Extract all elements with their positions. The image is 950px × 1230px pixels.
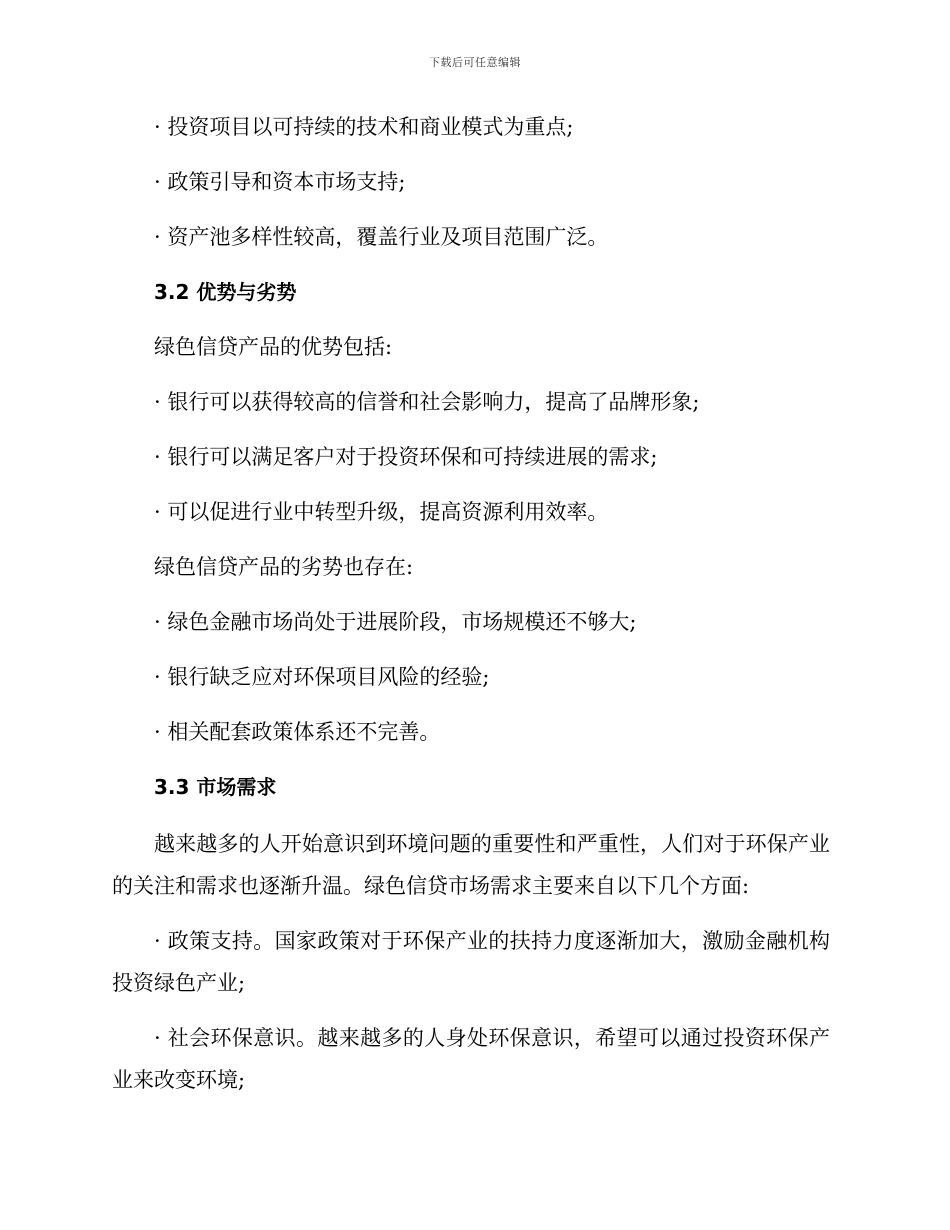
advantages-intro: 绿色信贷产品的优势包括: xyxy=(154,335,393,359)
bullet-item-industry-upgrade: · 可以促进行业中转型升级，提高资源利用效率。 xyxy=(154,500,609,524)
document-body xyxy=(112,108,830,1114)
bullet-item-market-size: · 绿色金融市场尚处于进展阶段，市场规模还不够大; xyxy=(154,610,637,634)
bullet-item-reputation: · 银行可以获得较高的信誉和社会影响力，提高了品牌形象; xyxy=(154,390,700,414)
bullet-item-policy-system: · 相关配套政策体系还不完善。 xyxy=(154,720,441,744)
page-header: 下载后可任意编辑 xyxy=(429,56,521,69)
paragraph-policy-support: · 政策支持。国家政策对于环保产业的扶持力度逐渐加大，激励金融机构投资绿色产业; xyxy=(112,929,830,995)
bullet-item-sustainable-focus: · 投资项目以可持续的技术和商业模式为重点; xyxy=(154,115,574,139)
section-heading-market-demand: 3.3 市场需求 xyxy=(154,775,277,799)
paragraph-social-awareness: · 社会环保意识。越来越多的人身处环保意识，希望可以通过投资环保产业来改变环境; xyxy=(112,1026,830,1092)
bullet-item-asset-diversity: · 资产池多样性较高，覆盖行业及项目范围广泛。 xyxy=(154,225,609,249)
paragraph-market-demand-intro: 越来越多的人开始意识到环境问题的重要性和严重性，人们对于环保产业的关注和需求也逐渐升温。绿色信贷市场需求主要来自以下几个方面: xyxy=(112,832,830,898)
disadvantages-intro: 绿色信贷产品的劣势也存在: xyxy=(154,555,414,579)
bullet-item-customer-needs: · 银行可以满足客户对于投资环保和可持续进展的需求; xyxy=(154,445,658,469)
bullet-item-policy-guidance: · 政策引导和资本市场支持; xyxy=(154,170,406,194)
bullet-item-risk-experience: · 银行缺乏应对环保项目风险的经验; xyxy=(154,665,490,689)
section-heading-advantages: 3.2 优势与劣势 xyxy=(154,280,297,304)
